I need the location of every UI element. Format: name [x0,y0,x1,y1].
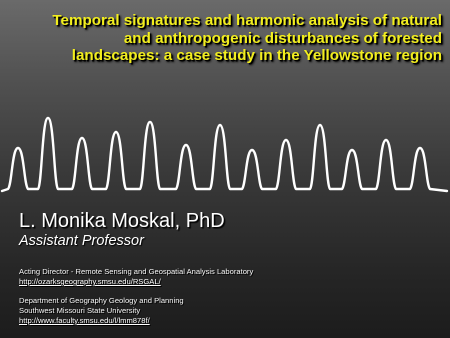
department-name: Department of Geography Geology and Planning [19,296,184,305]
lab-website-link[interactable]: http://ozarksgeography.smsu.edu/RSGAL/ [19,277,161,286]
university-name: Southwest Missouri State University [19,306,141,315]
faculty-website-link[interactable]: http://www.faculty.smsu.edu/l/lmm878f/ [19,316,150,325]
author-name: L. Monika Moskal, PhD [19,210,225,232]
presentation-title: Temporal signatures and harmonic analysis of natural and anthropogenic disturbances of forested landscapes: a case study in the Yellowstone region [52,12,442,64]
lab-affiliation: Acting Director - Remote Sensing and Geospatial Analysis Laboratory [19,267,254,276]
author-position: Assistant Professor [19,233,144,249]
